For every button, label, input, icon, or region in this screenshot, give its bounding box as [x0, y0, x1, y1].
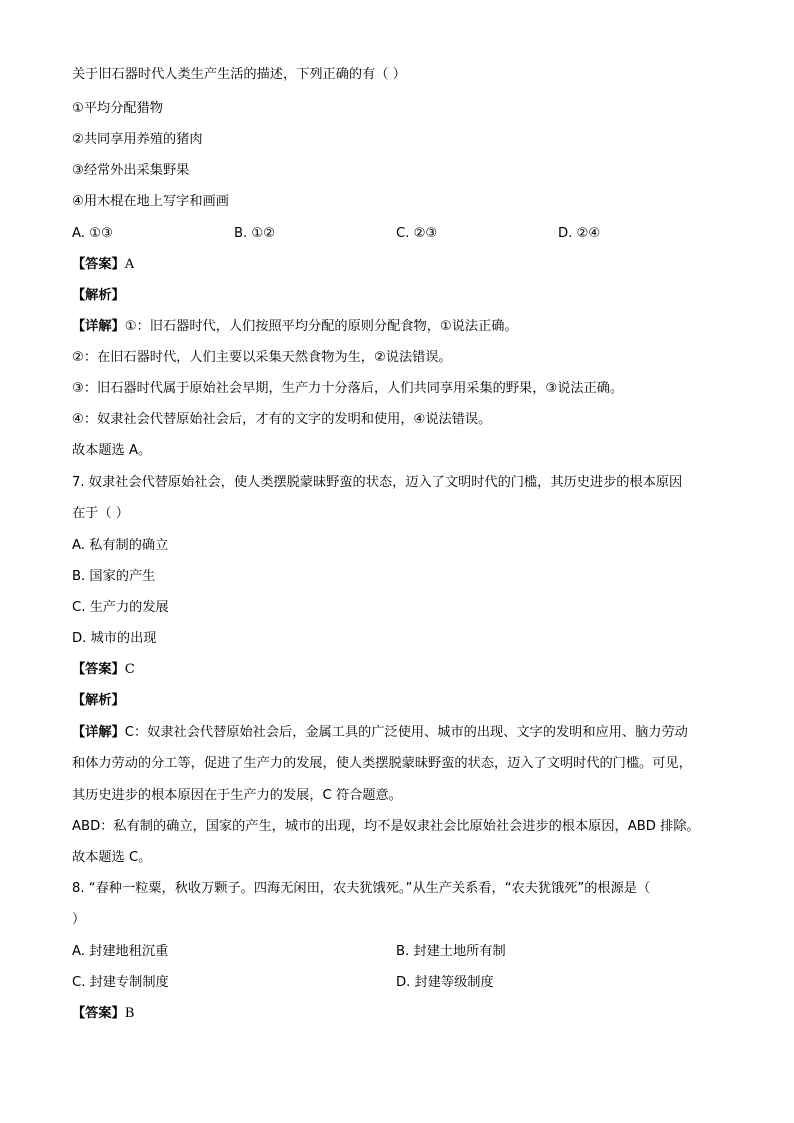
q6-option-c: C. ②③	[396, 226, 438, 241]
q8-stem-line-2: ）	[72, 912, 86, 927]
detail-tag: 【详解】	[72, 725, 125, 740]
q7-analysis-tag	[72, 692, 125, 710]
analysis-tag: 【解析】	[72, 288, 125, 303]
answer-value: B	[124, 1006, 135, 1021]
answer-tag: 【答案】	[72, 257, 125, 272]
q6-item-4: ④用木棍在地上写字和画画	[72, 194, 229, 209]
q8-option-c: C. 封建专制制度	[72, 975, 169, 990]
q6-stem: 关于旧石器时代人类生产生活的描述，下列正确的有（ ）	[72, 67, 406, 82]
q7-detail-line-2: 和体力劳动的分工等，促进了生产力的发展，使人类摆脱蒙昧野蛮的状态，迈入了文明时代的门槛。可见，	[72, 756, 692, 771]
q6-option-b: B. ①②	[234, 226, 276, 241]
answer-value: A	[124, 257, 135, 272]
q8-option-d: D. 封建等级制度	[396, 975, 494, 990]
q7-option-d: D. 城市的出现	[72, 631, 157, 646]
answer-value: C	[124, 662, 135, 677]
q7-detail-line-4: ABD：私有制的确立，国家的产生，城市的出现，均不是奴隶社会比原始社会进步的根本原因，ABD 排除。	[72, 819, 700, 834]
q7-detail-line-1	[72, 724, 688, 742]
q6-item-1: ①平均分配猎物	[72, 101, 163, 116]
q6-detail-line-4: ④：奴隶社会代替原始社会后，才有的文字的发明和使用，④说法错误。	[72, 412, 492, 427]
q7-stem-line-1: 7. 奴隶社会代替原始社会，使人类摆脱蒙昧野蛮的状态，迈入了文明时代的门槛，其历史进步的根本原因	[72, 475, 683, 490]
answer-tag: 【答案】	[72, 1006, 125, 1021]
q7-option-c: C. 生产力的发展	[72, 600, 169, 615]
q6-detail-line-3: ③：旧石器时代属于原始社会早期，生产力十分落后，人们共同享用采集的野果，③说法正确。	[72, 381, 624, 396]
detail-tag: 【详解】	[72, 319, 125, 334]
q6-conclusion: 故本题选 A。	[72, 443, 152, 458]
q6-item-2: ②共同享用养殖的猪肉	[72, 132, 203, 147]
q7-detail-line-3: 其历史进步的根本原因在于生产力的发展，C 符合题意。	[72, 788, 402, 803]
q6-detail-line-2: ②：在旧石器时代，人们主要以采集天然食物为生，②说法错误。	[72, 350, 452, 365]
detail-text: C：奴隶社会代替原始社会后，金属工具的广泛使用、城市的出现、文字的发明和应用、脑力劳动	[124, 725, 688, 740]
q6-detail-line-1	[72, 318, 518, 336]
q8-answer-line	[72, 1005, 134, 1023]
q7-answer-line	[72, 661, 135, 679]
q6-item-3: ③经常外出采集野果	[72, 163, 190, 178]
q7-stem-line-2: 在于（ ）	[72, 506, 129, 521]
detail-text: ①：旧石器时代，人们按照平均分配的原则分配食物，①说法正确。	[124, 319, 518, 334]
q8-option-b: B. 封建土地所有制	[396, 944, 506, 959]
q7-option-b: B. 国家的产生	[72, 569, 156, 584]
q6-answer-line	[72, 256, 134, 274]
q7-conclusion: 故本题选 C。	[72, 850, 152, 865]
q8-option-a: A. 封建地租沉重	[72, 944, 169, 959]
q7-option-a: A. 私有制的确立	[72, 538, 169, 553]
answer-tag: 【答案】	[72, 662, 125, 677]
q8-stem-line-1: 8. “春种一粒粟，秋收万颗子。四海无闲田，农夫犹饿死。”从生产关系看，“农夫犹饿死”的根源是（	[72, 881, 651, 896]
q6-analysis-tag	[72, 287, 125, 305]
analysis-tag: 【解析】	[72, 693, 125, 708]
q6-option-d: D. ②④	[558, 226, 601, 241]
q6-option-a: A. ①③	[72, 226, 113, 241]
